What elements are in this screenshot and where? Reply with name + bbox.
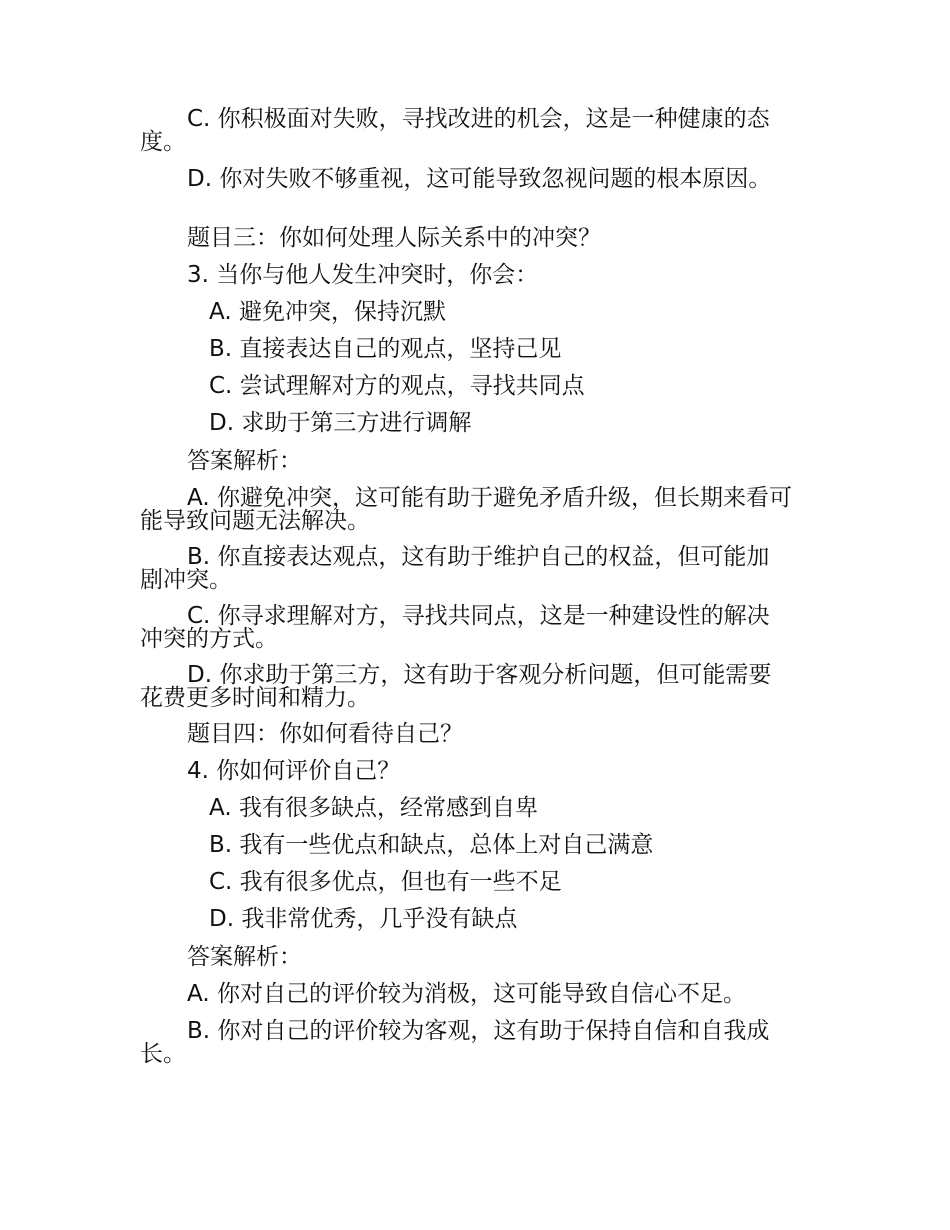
question-three-analysis-c: C. 你寻求理解对方，寻找共同点，这是一种建设性的解决冲突的方式。: [140, 603, 770, 652]
question-three-analysis-heading: 答案解析：: [187, 448, 302, 474]
question-four-option-a: A. 我有很多缺点，经常感到自卑: [209, 795, 538, 821]
question-four-analysis-b: B. 你对自己的评价较为客观，这有助于保持自信和自我成长。: [140, 1018, 770, 1067]
answer-analysis-c-failure: C. 你积极面对失败，寻找改进的机会，这是一种健康的态度。: [140, 106, 770, 155]
question-three-analysis-b: B. 你直接表达观点，这有助于维护自己的权益，但可能加剧冲突。: [140, 544, 770, 593]
question-four-analysis-a: A. 你对自己的评价较为消极，这可能导致自信心不足。: [187, 981, 746, 1007]
question-three-option-a: A. 避免冲突，保持沉默: [209, 299, 446, 325]
question-three-analysis-d: D. 你求助于第三方，这有助于客观分析问题，但可能需要花费更多时间和精力。: [140, 662, 772, 711]
question-three-analysis-a: A. 你避免冲突，这可能有助于避免矛盾升级，但长期来看可能导致问题无法解决。: [140, 485, 792, 534]
question-three-option-c: C. 尝试理解对方的观点，寻找共同点: [209, 373, 585, 399]
answer-analysis-d-failure: D. 你对失败不够重视，这可能导致忽视问题的根本原因。: [187, 166, 772, 192]
question-three-option-d: D. 求助于第三方进行调解: [209, 410, 472, 436]
question-four-heading: 题目四：你如何看待自己？: [187, 721, 463, 747]
question-four-prompt: 4. 你如何评价自己？: [187, 758, 401, 784]
question-four-option-b: B. 我有一些优点和缺点，总体上对自己满意: [209, 832, 654, 858]
question-four-analysis-heading: 答案解析：: [187, 944, 302, 970]
question-four-option-d: D. 我非常优秀，几乎没有缺点: [209, 906, 518, 932]
question-three-option-b: B. 直接表达自己的观点，坚持己见: [209, 336, 562, 362]
question-four-option-c: C. 我有很多优点，但也有一些不足: [209, 869, 562, 895]
question-three-heading: 题目三：你如何处理人际关系中的冲突？: [187, 225, 601, 251]
question-three-prompt: 3. 当你与他人发生冲突时，你会：: [187, 262, 539, 288]
